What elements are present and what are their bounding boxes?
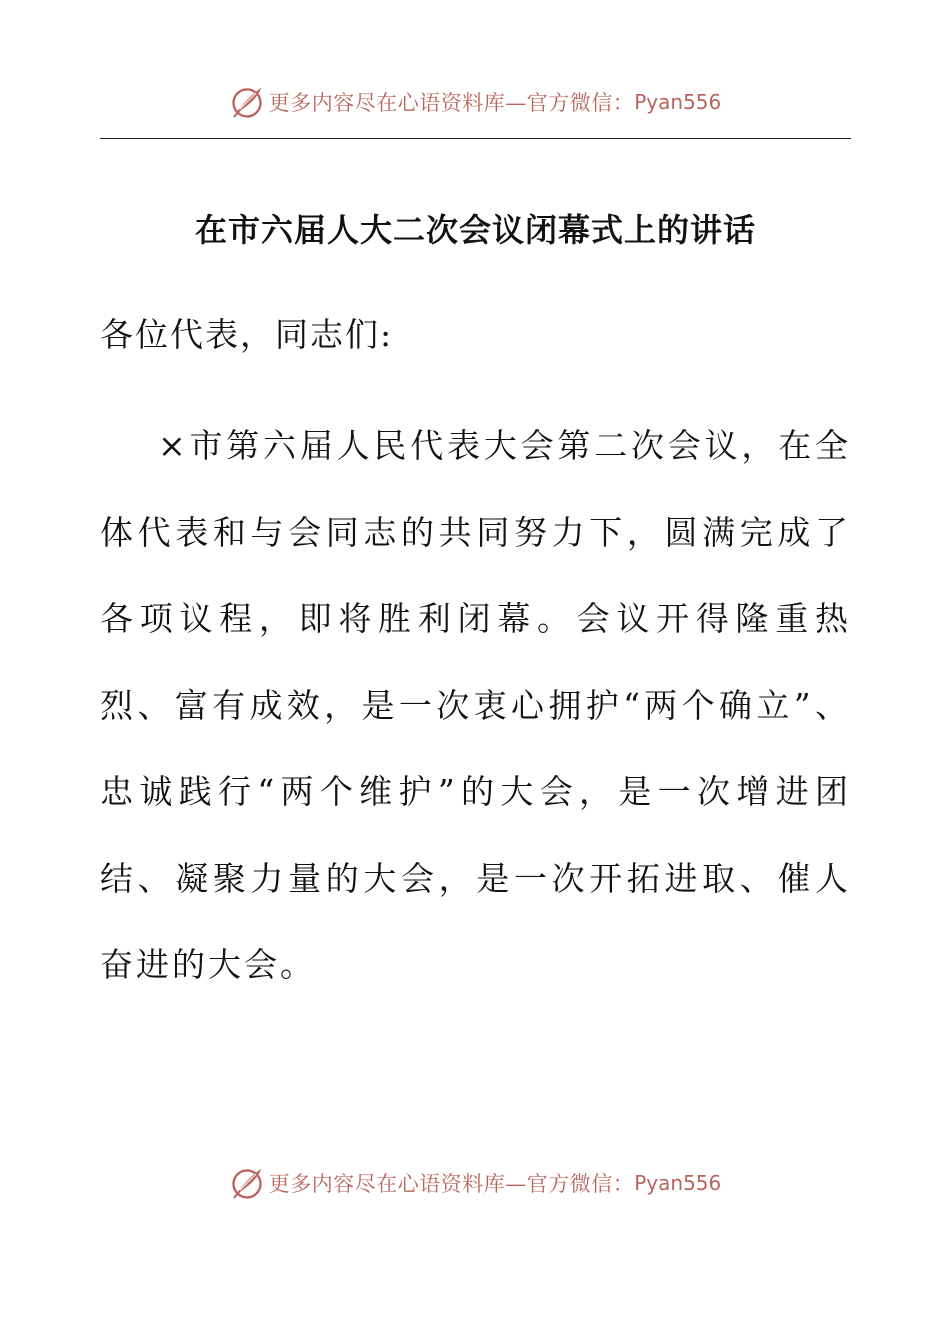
watermark-text: 更多内容尽在心语资料库—官方微信： bbox=[268, 1172, 635, 1196]
body-paragraph: ×市第六届人民代表大会第二次会议，在全体代表和与会同志的共同努力下，圆满完成了各项议程，即将胜利闭幕。会议开得隆重热烈、富有成效，是一次衷心拥护“两个确立”、忠诚践行“两个维护”的大会，是一次增进团结、凝聚力量的大会，是一次开拓进取、催人奋进的大会。 bbox=[100, 426, 851, 984]
quill-pen-logo-icon bbox=[229, 84, 265, 120]
header-divider bbox=[100, 138, 851, 139]
document-title: 在市六届人大二次会议闭幕式上的讲话 bbox=[194, 211, 756, 249]
watermark-wechat-id: Pyan556 bbox=[634, 1171, 722, 1195]
salutation: 各位代表，同志们: bbox=[100, 315, 394, 354]
watermark-text: 更多内容尽在心语资料库—官方微信： bbox=[268, 91, 635, 115]
quill-pen-logo-icon bbox=[229, 1165, 265, 1201]
header-watermark bbox=[0, 80, 950, 124]
footer-watermark bbox=[0, 1161, 950, 1205]
watermark-wechat-id: Pyan556 bbox=[634, 90, 722, 114]
